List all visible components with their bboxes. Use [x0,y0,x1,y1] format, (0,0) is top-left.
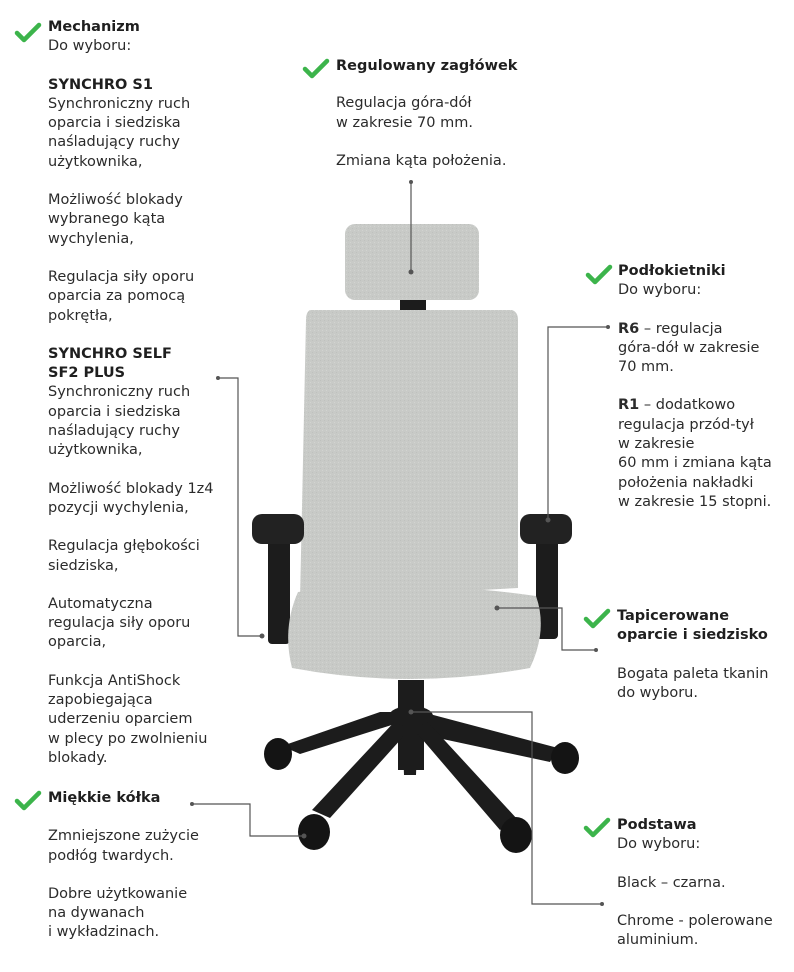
armrests-title: Podłokietniki [618,263,726,279]
wheels-text: podłóg twardych. [48,847,174,864]
r1-text: – dodatkowo [639,397,736,414]
r6-text: góra-dół w zakresie [618,339,760,356]
sf2-text: regulacja siły oporu [48,615,191,632]
wheels-text: i wykładzinach. [48,924,160,941]
base-text: Chrome - polerowane [617,912,773,929]
sf2-text: Regulacja głębokości [48,538,200,555]
wheels-section [48,789,248,943]
upholstery-text: do wyboru. [617,684,698,701]
armrests-subtitle: Do wyboru: [618,282,702,299]
r1-text: w zakresie 15 stopni. [618,493,772,510]
sf2-text: Automatyczna [48,595,153,612]
wheels-title: Miękkie kółka [48,790,161,806]
s1-text: Regulacja siły oporu [48,268,195,285]
r1-text: położenia nakładki [618,474,754,491]
s1-text: użytkownika, [48,153,143,170]
upholstery-text: Bogata paleta tkanin [617,665,769,682]
check-icon [14,22,42,44]
synchro-sf2-title: SF2 PLUS [48,365,126,382]
r1-text: w zakresie [618,436,695,453]
sf2-text: oparcia, [48,634,107,651]
upholstery-title: oparcie i siedzisko [617,627,768,644]
upholstery-callout [497,608,596,650]
headrest-section [336,57,596,171]
upholstery-title: Tapicerowane [617,608,730,624]
check-icon [14,790,42,812]
check-icon [583,608,611,630]
sf2-text: pozycji wychylenia, [48,499,189,516]
s1-text: wychylenia, [48,230,134,247]
s1-text: Możliwość blokady [48,192,183,209]
check-icon [585,264,613,286]
wheels-text: Zmniejszone zużycie [48,828,199,845]
s1-text: oparcia za pomocą [48,288,186,305]
mechanism-section [48,18,248,768]
headrest-text: Regulacja góra-dół [336,95,472,112]
s1-text: wybranego kąta [48,211,166,228]
r1-text: 60 mm i zmiana kąta [618,455,772,472]
sf2-text: w plecy po zwolnieniu [48,730,208,747]
r6-text: – regulacja [639,320,723,337]
mechanism-subtitle: Do wyboru: [48,38,132,55]
mechanism-title: Mechanizm [48,19,140,35]
base-section [617,816,794,950]
r1-text: regulacja przód-tył [618,416,754,433]
sf2-text: oparcia i siedziska [48,403,181,420]
base-title: Podstawa [617,817,697,833]
headrest-title: Regulowany zagłówek [336,58,518,74]
wheels-text: na dywanach [48,905,145,922]
r1-code: R1 [618,397,640,414]
base-text: Black – czarna. [617,874,726,891]
sf2-text: siedziska, [48,557,119,574]
s1-text: oparcia i siedziska [48,115,181,132]
upholstery-section [617,607,794,703]
wheels-text: Dobre użytkowanie [48,885,188,902]
s1-text: naśladujący ruchy [48,134,180,151]
base-subtitle: Do wyboru: [617,836,701,853]
base-text: aluminium. [617,932,699,949]
sf2-text: naśladujący ruchy [48,423,180,440]
armrests-section [618,262,794,512]
sf2-text: Możliwość blokady 1z4 [48,480,214,497]
s1-text: pokrętła, [48,307,113,324]
sf2-text: zapobiegająca [48,692,153,709]
sf2-text: użytkownika, [48,442,143,459]
sf2-text: Synchroniczny ruch [48,384,191,401]
synchro-sf2-title: SYNCHRO SELF [48,345,172,362]
armrest-r6-line [618,320,794,339]
s1-text: Synchroniczny ruch [48,95,191,112]
synchro-s1-title: SYNCHRO S1 [48,76,153,93]
headrest-text: w zakresie 70 mm. [336,114,473,131]
base-callout [411,712,602,904]
check-icon [583,817,611,839]
check-icon [302,58,330,80]
sf2-text: uderzeniu oparciem [48,711,193,728]
r6-code: R6 [618,320,640,337]
sf2-text: blokady. [48,749,108,766]
r6-text: 70 mm. [618,359,674,376]
armrest-callout [548,327,608,520]
armrest-r1-line [618,396,794,415]
headrest-text: Zmiana kąta położenia. [336,152,507,169]
sf2-text: Funkcja AntiShock [48,672,181,689]
